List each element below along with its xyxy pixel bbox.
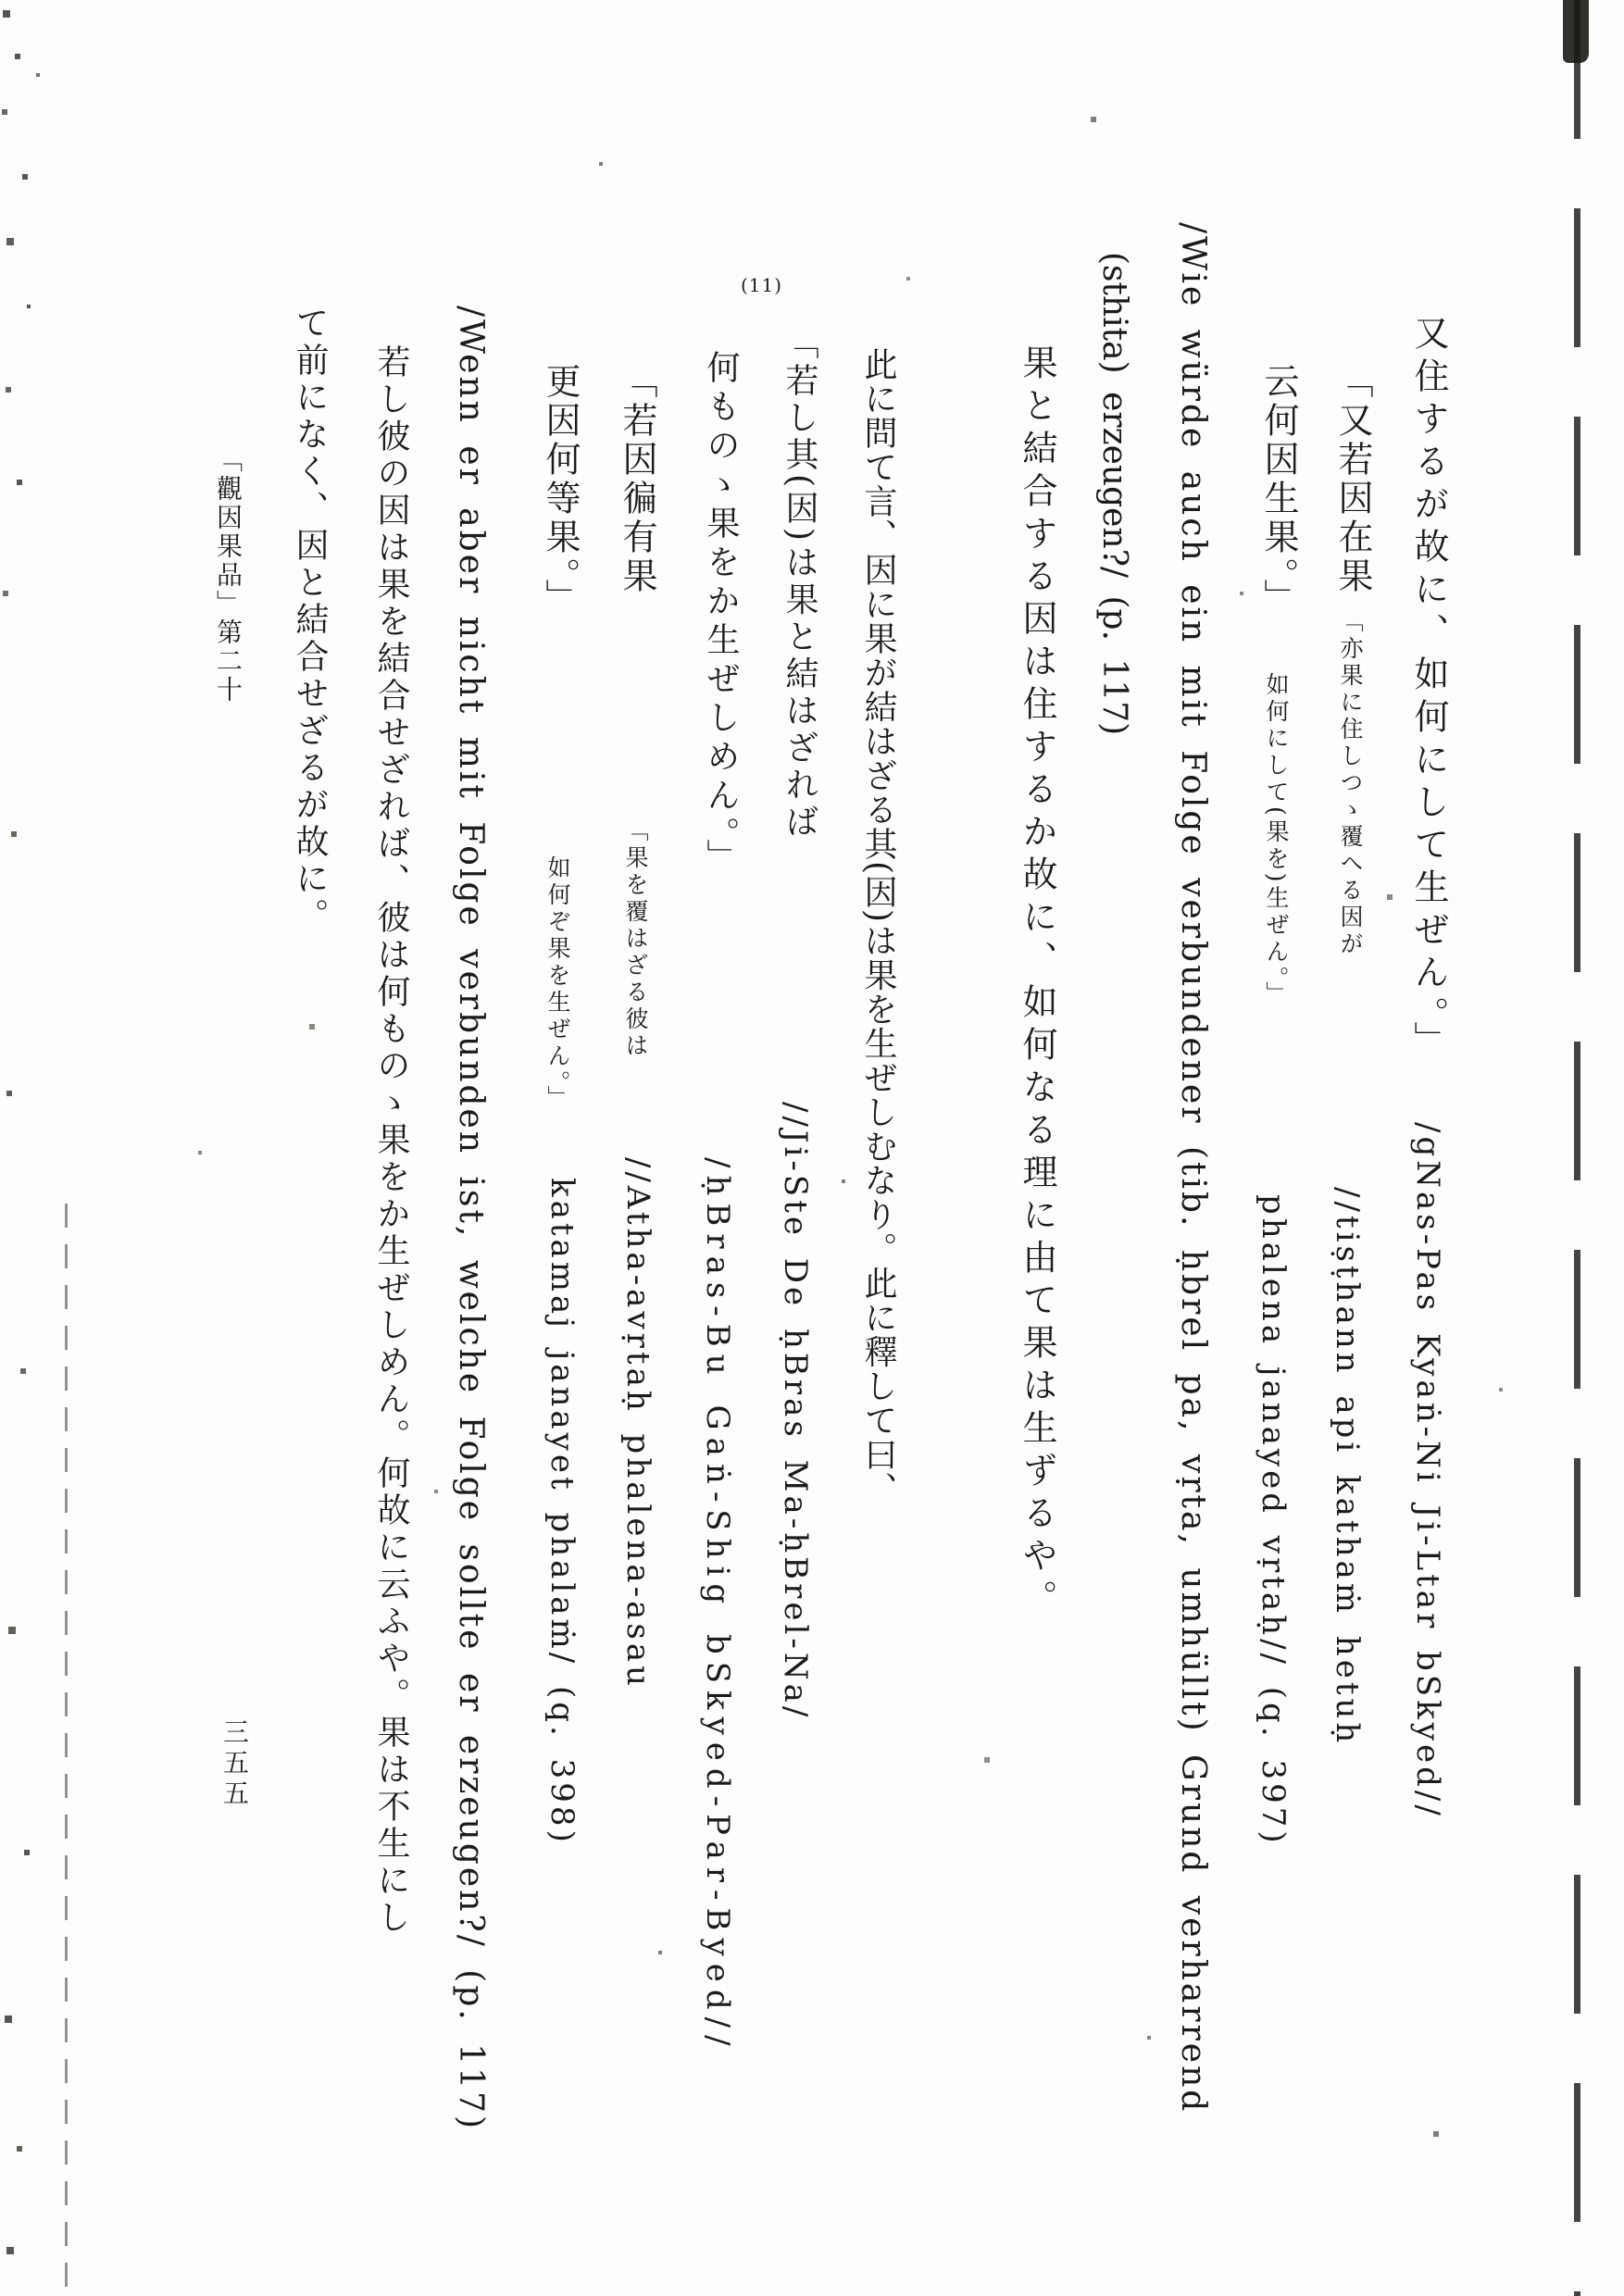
- verse10-chinese-line2: 云何因生果。」: [1258, 363, 1299, 618]
- verse11-japanese-translation-line2: て前になく、因と結合せざるが故に。: [291, 306, 329, 935]
- verse11-german-translation: /Wenn er aber nicht mit Folge verbunden ist, welche Folge sollte er erzeugen?/ (p. 117): [452, 306, 490, 2132]
- verse10-german-translation-line2: (sthita) erzeugen?/ (p. 117): [1095, 252, 1133, 736]
- scan-edge-right-line: [1574, 0, 1580, 2296]
- verse11-japanese-verse-line2: 何ものゝ果をか生ぜしめん。」: [702, 350, 740, 878]
- verse11-chinese-line2: 更因何等果。」: [540, 363, 581, 618]
- verse11-chinese-line1-gloss: 「果を覆はざる彼は: [622, 818, 649, 1060]
- verse10-chinese-line1: 「又若因在果: [1332, 363, 1373, 596]
- verse10-kanbun-reading: 又住するが故に、如何にして生ぜん。」: [1408, 315, 1449, 1064]
- verse10-german-translation-line1: /Wie würde auch ein mit Folge verbundener (tib. ḥbrel pa, vṛta, umhüllt) Grund verharrend: [1174, 222, 1212, 2115]
- verse11-number: (11): [741, 274, 783, 296]
- scan-edge-left-dashes: [65, 1204, 68, 2296]
- verse11-japanese-verse-line1: 「若し其(因)は果と結はざれば: [781, 326, 818, 842]
- verse10-sanskrit-line1: //tiṣṭhann api kathaṁ hetuḥ: [1329, 1187, 1366, 1747]
- verse11-chinese-line1: 「若因徧有果: [617, 363, 657, 596]
- verse11-japanese-translation-line1: 若し彼の因は果を結合せざれば、彼は何ものゝ果をか生ぜしめん。何故に云ふや。果は不生にし: [372, 344, 410, 1937]
- running-title: 「觀因果品」第二十: [213, 446, 244, 705]
- verse10-tibetan-transliteration: /gNas-Pas Kyaṅ-Ni Ji-Ltar bSkyed//: [1409, 1122, 1446, 1819]
- verse10-chinese-line1-gloss: 「亦果に住しつゝ覆へる因が: [1337, 609, 1364, 958]
- verse11-sanskrit-line1: //Atha-avṛtaḥ phalena-asau: [619, 1157, 656, 1691]
- verse11-tibetan-line1: //Ji-Ste De ḥBras Ma-ḥBrel-Na/: [777, 1102, 814, 1721]
- verse11-chinese-line2-gloss: 如何ぞ果を生ぜん。」: [544, 855, 571, 1113]
- scan-edge-right-blob: [1563, 0, 1589, 63]
- verse10-japanese-translation: 果と結合する因は住するか故に、如何なる理に由て果は生ずるや。: [1017, 344, 1057, 1622]
- verse11-sanskrit-line2: katamaj janayet phalaṁ/ (q. 398): [543, 1178, 581, 1846]
- commentary-question: 此に問て言、因に果が結はざる其(因)は果を生ぜしむなり。此に釋して曰、: [859, 347, 897, 1506]
- page-number: 三五五: [219, 1718, 250, 1810]
- scan-specks: [0, 0, 2, 2]
- verse10-sanskrit-line2: phalena janayed vṛtaḥ// (q. 397): [1255, 1194, 1292, 1847]
- verse11-tibetan-line2: /ḥBras-Bu Gaṅ-Shig bSkyed-Par-Byed//: [699, 1157, 736, 2053]
- verse10-chinese-line2-gloss: 如何にして(果を)生ぜん。」: [1263, 672, 1290, 1009]
